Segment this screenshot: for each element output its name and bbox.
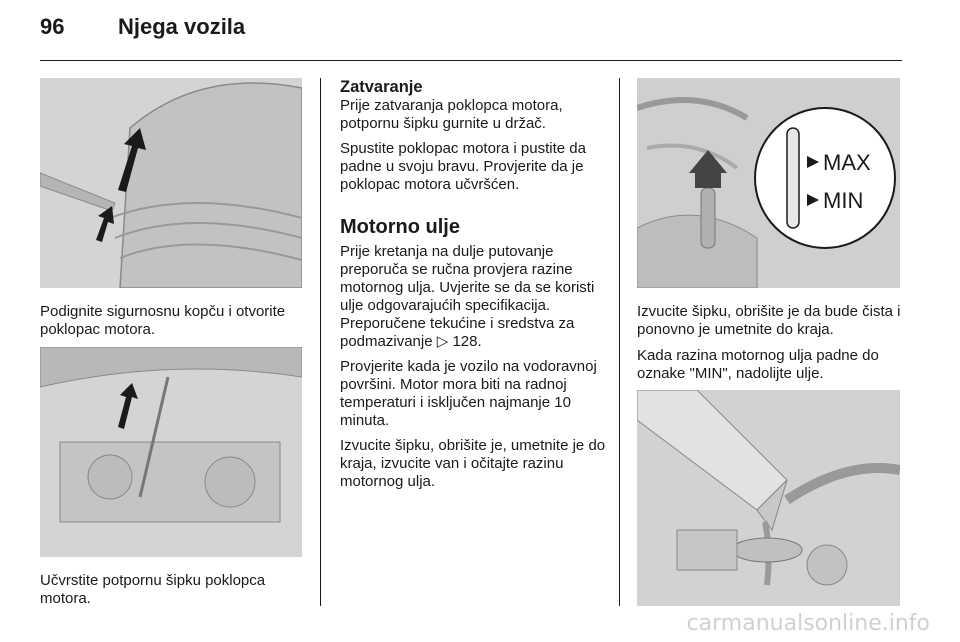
page-reference-arrow-icon: ▷ <box>436 333 449 350</box>
section-title-engine-oil: Motorno ulje <box>340 216 460 238</box>
paragraph-oil-1 <box>340 243 610 351</box>
watermark: carmanualsonline.info <box>686 611 930 636</box>
page-title: Njega vozila <box>118 14 246 39</box>
dipstick-max-label: MAX <box>823 150 871 175</box>
paragraph-oil-1-text: Prije kretanja na dulje putovanje preporuča se ručna provjera razine motornog ulja. Uvjerite se da se koristi ulje odgovarajućih specifikacija. Preporučene tekućine i sredstva za podmazivanje <box>340 243 595 350</box>
dipstick-min-label: MIN <box>823 188 864 213</box>
caption-refill: Kada razina motornog ulja padne do oznake "MIN", nadolijte ulje. <box>637 347 879 382</box>
caption-hood-release: Podignite sigurnosnu kopču i otvorite poklopac motora. <box>40 303 286 338</box>
illustration-oil-refill <box>637 390 900 606</box>
illustration-hood-release <box>40 78 302 288</box>
section-title-closing: Zatvaranje <box>340 78 423 96</box>
paragraph-closing-1: Prije zatvaranja poklopca motora, potpornu šipku gurnite u držač. <box>340 97 563 132</box>
paragraph-oil-3: Izvucite šipku, obrišite je, umetnite je do kraja, izvucite van i očitajte razinu motornog ulja. <box>340 437 606 490</box>
header-divider <box>40 60 902 61</box>
page-reference: 128. <box>452 333 482 350</box>
paragraph-oil-2: Provjerite kada je vozilo na vodoravnoj površini. Motor mora biti na radnoj temperaturi i isključen najmanje 10 minuta. <box>340 358 597 429</box>
caption-support-rod: Učvrstite potpornu šipku poklopca motora. <box>40 572 266 607</box>
page-number: 96 <box>40 14 65 39</box>
column-divider-right <box>619 78 620 606</box>
dipstick-magnifier <box>755 108 895 248</box>
illustration-dipstick <box>637 78 900 288</box>
column-divider-left <box>320 78 321 606</box>
paragraph-closing-2: Spustite poklopac motora i pustite da padne u svoju bravu. Provjerite da je poklopac motora učvršćen. <box>340 140 586 193</box>
illustration-support-rod <box>40 347 302 557</box>
caption-dipstick: Izvucite šipku, obrišite je da bude čista i ponovno je umetnite do kraja. <box>637 303 901 338</box>
